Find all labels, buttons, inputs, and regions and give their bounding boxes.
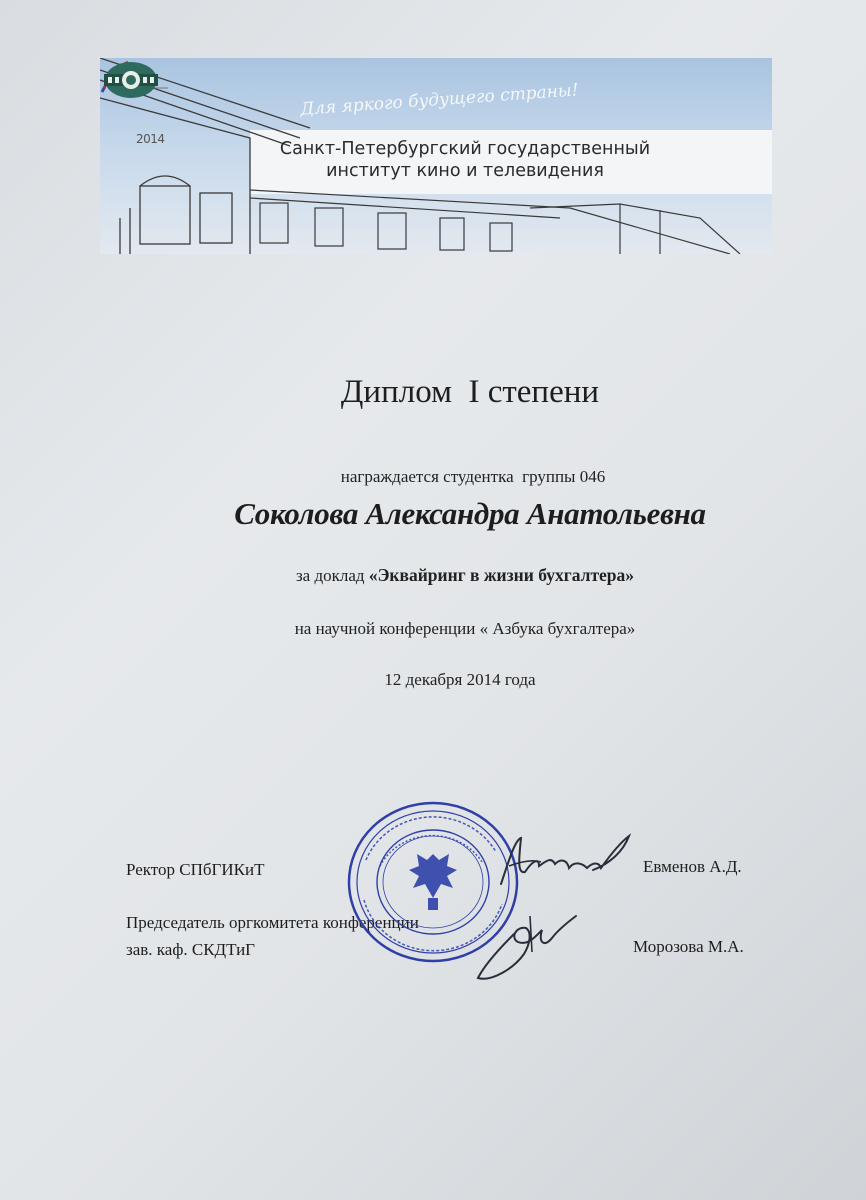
rector-title: Ректор СПбГИКиТ <box>126 860 265 879</box>
institute-name-line2: институт кино и телевидения <box>326 161 604 181</box>
banner-tagline: Для яркого будущего страны! <box>299 80 580 120</box>
conference-line: на научной конференции « Азбука бухгалтера» <box>294 619 636 638</box>
report-prefix: за доклад <box>295 566 369 585</box>
chair-name: Морозова М.А. <box>633 937 744 956</box>
rector-signature <box>495 830 635 890</box>
institute-name-line1: Санкт-Петербургский государственный <box>279 139 651 159</box>
chair-signature <box>470 908 580 984</box>
header-banner <box>100 58 772 254</box>
diploma-date: 12 декабря 2014 года <box>384 670 536 689</box>
chair-title: Председатель оргкомитета конференции <box>126 913 419 932</box>
report-line <box>0 565 866 586</box>
recipient-name: Соколова Александра Анатольевна <box>234 496 706 531</box>
diploma-title: Диплом I степени <box>340 374 600 410</box>
banner-year: 2014 <box>136 132 165 146</box>
institute-name <box>255 138 675 182</box>
rector-name: Евменов А.Д. <box>643 857 742 876</box>
report-title: «Эквайринг в жизни бухгалтера» <box>368 565 635 585</box>
film-reel-logo-icon <box>100 58 162 102</box>
eagle-emblem-icon <box>409 854 457 910</box>
chair-subtitle: зав. каф. СКДТиГ <box>126 940 256 959</box>
awarded-line: награждается студентка группы 046 <box>340 467 606 486</box>
